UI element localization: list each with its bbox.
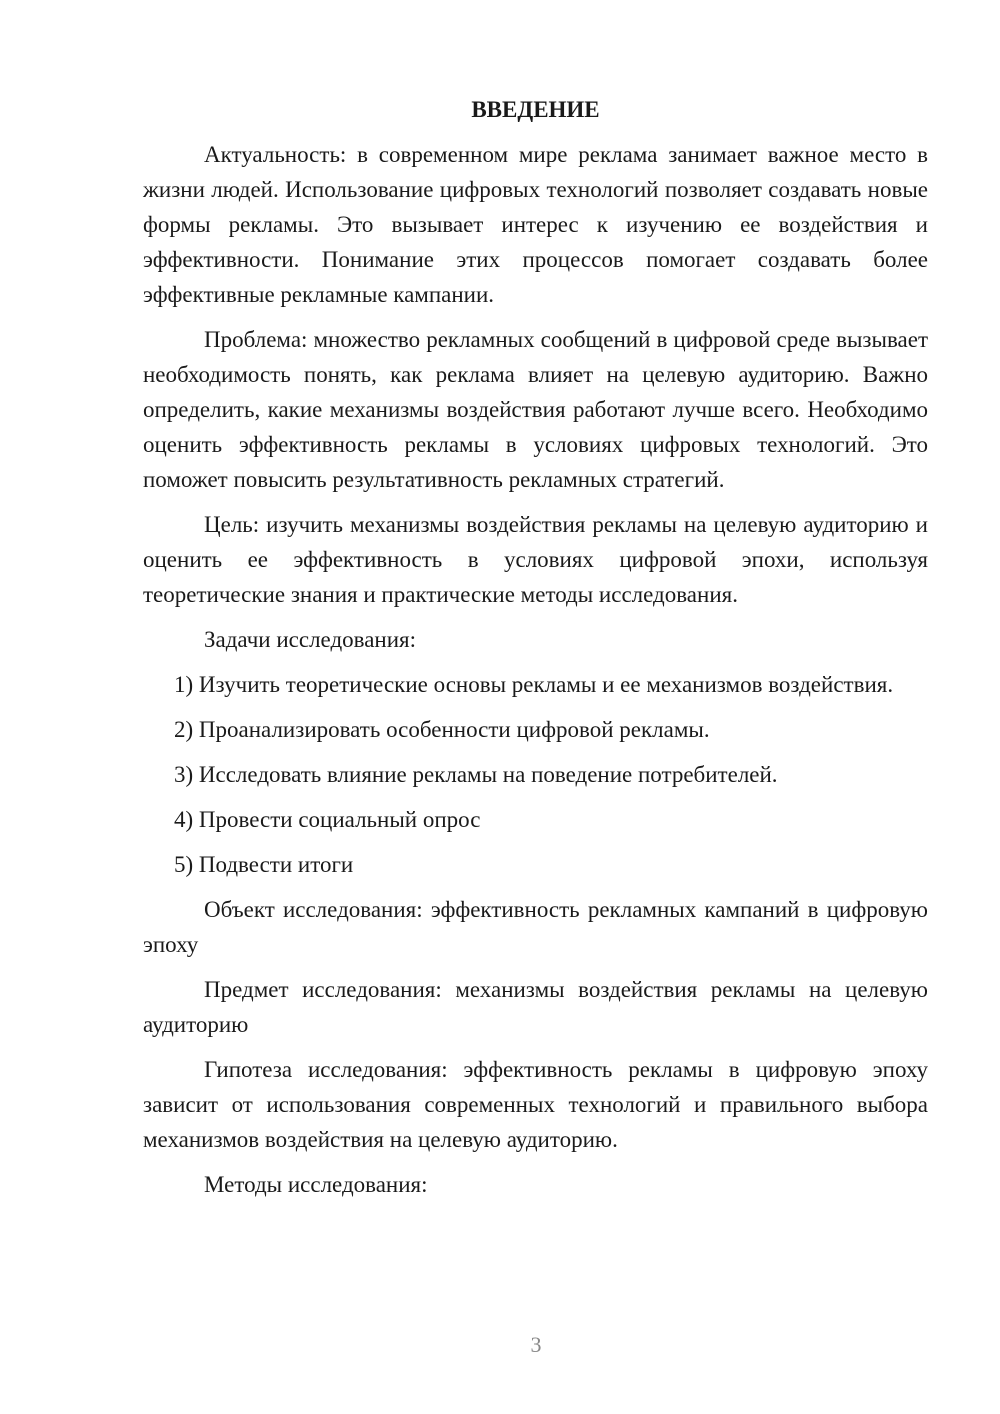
goal-paragraph: Цель: изучить механизмы воздействия рекламы на целевую аудиторию и оценить ее эффективность в условиях цифровой эпохи, используя теоретические знания и практические методы исследования.: [143, 512, 928, 607]
tasks-list: [143, 667, 928, 882]
list-item: 4) Провести социальный опрос: [174, 807, 481, 832]
problem-paragraph: Проблема: множество рекламных сообщений в цифровой среде вызывает необходимость понять, как реклама влияет на целевую аудиторию. Важно определить, какие механизмы воздействия работают лучше всего. Необходимо оценить эффективность рекламы в условиях цифровых технологий. Это поможет повысить результативность рекламных стратегий.: [143, 327, 928, 492]
list-item: 5) Подвести итоги: [174, 852, 354, 877]
subject-paragraph: Предмет исследования: механизмы воздействия рекламы на целевую аудиторию: [143, 977, 928, 1037]
section-title: ВВЕДЕНИЕ: [471, 97, 600, 122]
page-number: 3: [530, 1332, 542, 1357]
list-item: 3) Исследовать влияние рекламы на поведение потребителей.: [174, 762, 778, 787]
hypothesis-paragraph: Гипотеза исследования: эффективность рекламы в цифровую эпоху зависит от использования современных технологий и правильного выбора механизмов воздействия на целевую аудиторию.: [143, 1057, 928, 1152]
relevance-paragraph: Актуальность: в современном мире реклама занимает важное место в жизни людей. Использование цифровых технологий позволяет создавать новые формы рекламы. Это вызывает интерес к изучению ее воздействия и эффективности. Понимание этих процессов помогает создавать более эффективные рекламные кампании.: [143, 142, 928, 307]
tasks-heading: Задачи исследования:: [204, 627, 417, 652]
object-paragraph: Объект исследования: эффективность рекламных кампаний в цифровую эпоху: [143, 897, 928, 957]
list-item: 2) Проанализировать особенности цифровой рекламы.: [174, 717, 710, 742]
methods-heading: Методы исследования:: [204, 1172, 428, 1197]
page-content: [143, 92, 928, 1212]
list-item: 1) Изучить теоретические основы рекламы и ее механизмов воздействия.: [174, 672, 894, 697]
